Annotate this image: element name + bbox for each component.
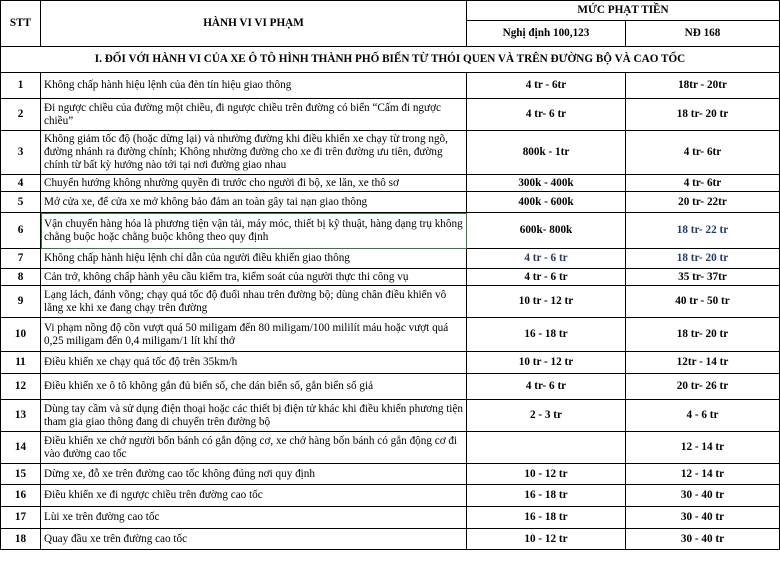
row-fine-old: 10 - 12 tr <box>467 529 626 550</box>
row-stt: 7 <box>1 249 41 269</box>
table-row <box>1 192 780 213</box>
row-fine-new: 18 tr- 20 tr <box>626 249 780 269</box>
row-fine-new: 20 tr- 22tr <box>626 192 780 213</box>
row-stt: 4 <box>1 175 41 192</box>
table-row <box>1 318 780 352</box>
col-header-decree-old: Nghị định 100,123 <box>467 21 626 47</box>
row-fine-old: 16 - 18 tr <box>467 318 626 352</box>
row-fine-old: 4 tr- 6 tr <box>467 374 626 400</box>
row-fine-old: 4 tr- 6 tr <box>467 99 626 131</box>
row-violation: Không chấp hành hiệu lệnh của đèn tín hiệu giao thông <box>41 73 467 99</box>
row-fine-new: 40 tr - 50 tr <box>626 286 780 318</box>
table-row <box>1 249 780 269</box>
row-fine-old: 10 - 12 tr <box>467 464 626 485</box>
row-violation: Quay đầu xe trên đường cao tốc <box>41 529 467 550</box>
row-violation: Không giảm tốc độ (hoặc dừng lại) và nhường đường khi điều khiển xe chạy từ trong ngõ, đường nhánh ra đường chính; Không nhường đường cho xe đi trên đường ưu tiên, đường chính từ bất kỳ hướng nào tới tại nơi đường giao nhau <box>41 131 467 175</box>
table-row <box>1 175 780 192</box>
table-row <box>1 432 780 464</box>
row-fine-old: 16 - 18 tr <box>467 485 626 507</box>
row-stt: 15 <box>1 464 41 485</box>
row-violation: Chuyển hướng không nhường quyền đi trước cho người đi bộ, xe lăn, xe thô sơ <box>41 175 467 192</box>
row-violation: Không chấp hành hiệu lệnh chỉ dẫn của người điều khiển giao thông <box>41 249 467 269</box>
row-fine-new: 18tr - 20tr <box>626 73 780 99</box>
row-violation: Đi ngược chiều của đường một chiều, đi ngược chiều trên đường có biển “Cấm đi ngược chiều” <box>41 99 467 131</box>
table-row <box>1 529 780 550</box>
row-stt: 5 <box>1 192 41 213</box>
row-fine-old: 16 - 18 tr <box>467 507 626 529</box>
row-fine-new: 12tr - 14 tr <box>626 352 780 374</box>
row-violation: Mở cửa xe, để cửa xe mở không bảo đảm an toàn gây tai nạn giao thông <box>41 192 467 213</box>
col-header-fine-level: MỨC PHẠT TIỀN <box>467 1 780 21</box>
row-stt: 6 <box>1 213 41 249</box>
row-fine-new: 30 - 40 tr <box>626 485 780 507</box>
row-fine-new: 4 tr- 6tr <box>626 131 780 175</box>
row-fine-old: 10 tr - 12 tr <box>467 352 626 374</box>
row-stt: 13 <box>1 400 41 432</box>
row-stt: 18 <box>1 529 41 550</box>
row-violation: Vi phạm nồng độ cồn vượt quá 50 miligam đến 80 miligam/100 mililít máu hoặc vượt quá 0,25 miligam đến 0,4 miligam/1 lít khí thở <box>41 318 467 352</box>
row-stt: 1 <box>1 73 41 99</box>
row-stt: 12 <box>1 374 41 400</box>
table-row <box>1 73 780 99</box>
row-fine-old: 10 tr - 12 tr <box>467 286 626 318</box>
row-fine-old: 400k - 600k <box>467 192 626 213</box>
row-fine-new: 20 tr- 26 tr <box>626 374 780 400</box>
row-violation: Dùng tay cầm và sử dụng điện thoại hoặc các thiết bị điện tử khác khi điều khiển phương tiện tham gia giao thông đang di chuyển trên đường bộ <box>41 400 467 432</box>
table-row <box>1 213 780 249</box>
row-fine-new: 30 - 40 tr <box>626 529 780 550</box>
row-violation: Cản trở, không chấp hành yêu cầu kiểm tra, kiểm soát của người thực thi công vụ <box>41 269 467 286</box>
row-fine-new: 12 - 14 tr <box>626 432 780 464</box>
table-row <box>1 269 780 286</box>
row-fine-old: 4 tr - 6 tr <box>467 249 626 269</box>
table-row <box>1 400 780 432</box>
row-fine-old <box>467 432 626 464</box>
row-stt: 17 <box>1 507 41 529</box>
table-row <box>1 464 780 485</box>
row-fine-old: 2 - 3 tr <box>467 400 626 432</box>
table-row <box>1 485 780 507</box>
row-fine-old: 800k - 1tr <box>467 131 626 175</box>
row-stt: 10 <box>1 318 41 352</box>
row-fine-new: 4 - 6 tr <box>626 400 780 432</box>
row-violation: Lạng lách, đánh võng; chạy quá tốc độ đuổi nhau trên đường bộ; dùng chân điều khiển vô lăng xe khi xe đang chạy trên đường <box>41 286 467 318</box>
col-header-decree-new: NĐ 168 <box>626 21 780 47</box>
row-violation: Điều khiển xe đi ngược chiều trên đường cao tốc <box>41 485 467 507</box>
table-row <box>1 99 780 131</box>
row-fine-old: 4 tr - 6 tr <box>467 269 626 286</box>
row-violation: Lùi xe trên đường cao tốc <box>41 507 467 529</box>
table-row <box>1 286 780 318</box>
row-violation: Điều khiển xe ô tô không gắn đủ biển số, che dán biển số, gắn biển số giả <box>41 374 467 400</box>
row-violation: Vận chuyển hàng hóa là phương tiện vận tải, máy móc, thiết bị kỹ thuật, hàng dạng trụ không chằng buộc hoặc chằng buộc không theo quy định <box>41 213 467 249</box>
row-fine-new: 18 tr- 20 tr <box>626 99 780 131</box>
col-header-stt: STT <box>1 1 41 47</box>
section-title: I. ĐỐI VỚI HÀNH VI CỦA XE Ô TÔ HÌNH THÀNH PHỐ BIẾN TỪ THÓI QUEN VÀ TRÊN ĐƯỜNG BỘ VÀ CAO TỐC <box>1 47 780 73</box>
col-header-violation: HÀNH VI VI PHẠM <box>41 1 467 47</box>
row-stt: 14 <box>1 432 41 464</box>
row-violation: Điều khiển xe chạy quá tốc độ trên 35km/h <box>41 352 467 374</box>
row-fine-new: 4 tr- 6tr <box>626 175 780 192</box>
row-fine-new: 12 - 14 tr <box>626 464 780 485</box>
row-violation: Điều khiển xe chở người bốn bánh có gắn động cơ, xe chở hàng bốn bánh có gắn động cơ đi vào đường cao tốc <box>41 432 467 464</box>
row-violation: Dừng xe, đỗ xe trên đường cao tốc không đúng nơi quy định <box>41 464 467 485</box>
table-row <box>1 352 780 374</box>
table-row <box>1 374 780 400</box>
table-row <box>1 131 780 175</box>
table-row <box>1 507 780 529</box>
row-stt: 11 <box>1 352 41 374</box>
row-fine-new: 18 tr- 20 tr <box>626 318 780 352</box>
row-fine-new: 18 tr- 22 tr <box>626 213 780 249</box>
row-fine-old: 300k - 400k <box>467 175 626 192</box>
row-stt: 8 <box>1 269 41 286</box>
row-stt: 9 <box>1 286 41 318</box>
row-fine-new: 35 tr- 37tr <box>626 269 780 286</box>
row-fine-new: 30 - 40 tr <box>626 507 780 529</box>
row-fine-old: 4 tr - 6tr <box>467 73 626 99</box>
row-fine-old: 600k- 800k <box>467 213 626 249</box>
row-stt: 16 <box>1 485 41 507</box>
row-stt: 3 <box>1 131 41 175</box>
row-stt: 2 <box>1 99 41 131</box>
